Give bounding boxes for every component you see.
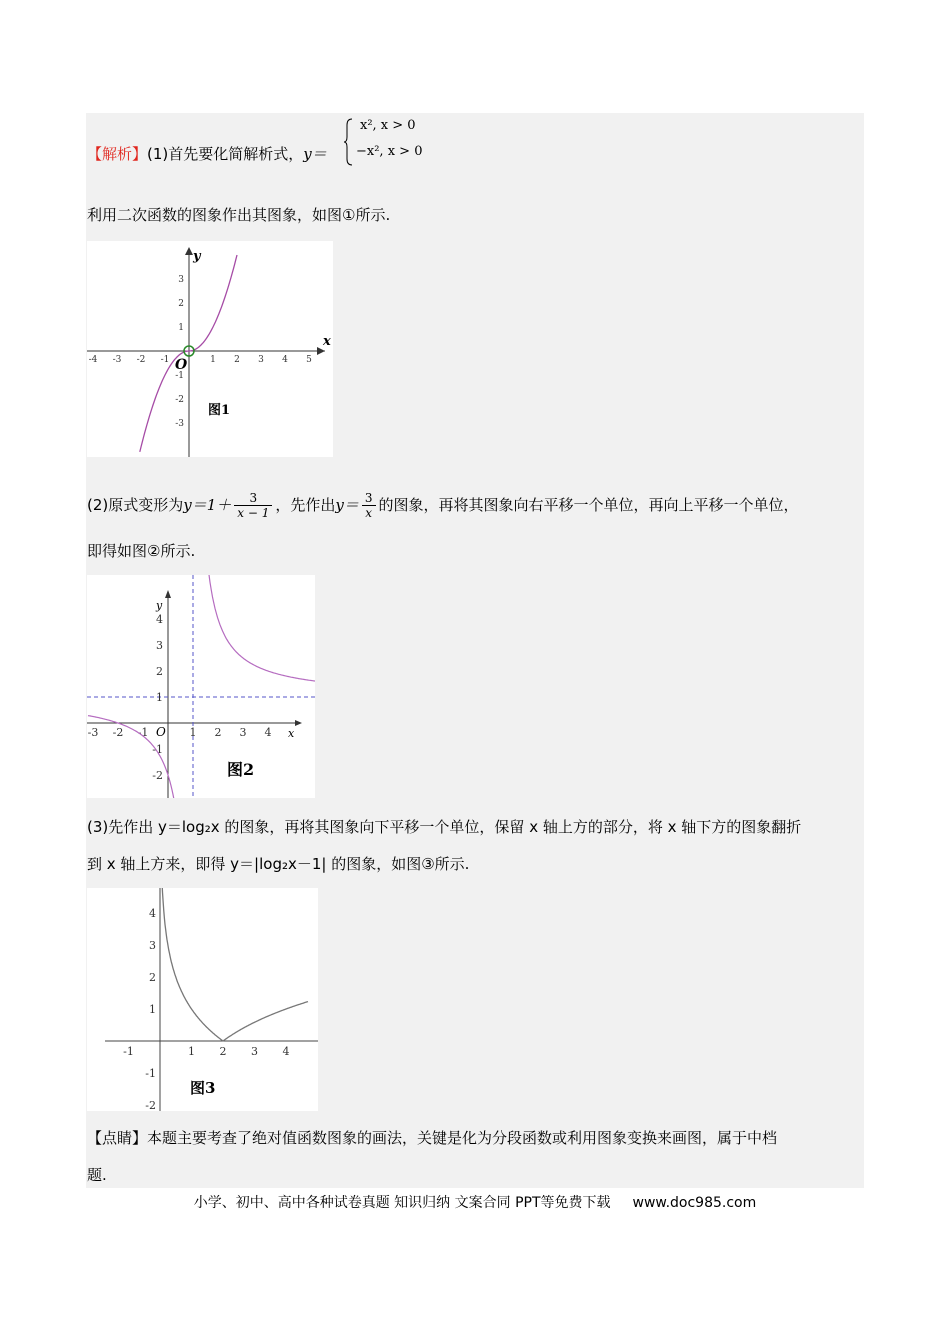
y-tick-label: -3	[175, 419, 184, 429]
comment-line1	[87, 1128, 777, 1148]
y-tick-label: -1	[152, 743, 163, 756]
y-tick-label: 3	[178, 275, 184, 285]
x-tick-label: 1	[210, 355, 216, 365]
y-tick-label: 2	[178, 299, 184, 309]
y-tick-label: 3	[149, 939, 156, 952]
analysis-bracket: 【解析】	[87, 145, 148, 163]
figure-2	[87, 575, 315, 798]
x-tick-label: 1	[188, 1045, 195, 1058]
x-tick-label: 4	[282, 1045, 290, 1058]
origin-label: O	[175, 357, 188, 373]
x-tick-label: -1	[160, 355, 170, 365]
y-tick-label: 4	[149, 907, 156, 920]
piecewise-brace	[343, 117, 355, 167]
y-axis-label: y	[193, 249, 201, 264]
x-tick-label: 3	[258, 355, 264, 365]
y-tick-label: -2	[175, 395, 184, 405]
abs-log-curve	[162, 888, 308, 1041]
solution-part3-line2: 到 x 轴上方来，即得 y＝|log₂x－1| 的图象，如图③所示.	[87, 855, 470, 873]
solution-part2-line2: 即得如图②所示.	[87, 542, 196, 560]
part2-pre: (2)原式变形为	[87, 496, 184, 514]
fraction-3-over-x: $\frac{3}{x}$	[362, 491, 376, 520]
solution-part1	[87, 144, 327, 164]
x-tick-label: 2	[234, 355, 240, 365]
x-tick-label: -2	[112, 726, 124, 739]
x-tick-label: -1	[123, 1045, 134, 1058]
figure-3	[87, 888, 318, 1111]
part2-mid: ，先作出	[275, 496, 336, 514]
x-tick-label: 4	[264, 726, 272, 739]
x-tick-label: 4	[282, 355, 288, 365]
y-tick-label: -1	[175, 371, 184, 381]
x-axis-label: x	[288, 727, 295, 740]
figure-1-caption: 图1	[208, 403, 231, 418]
x-tick-label: -3	[112, 355, 122, 365]
hyperbola-right-branch	[204, 575, 315, 681]
x-tick-label: -1	[137, 726, 149, 739]
y-tick-label: 3	[156, 639, 163, 652]
comment-line2: 题.	[87, 1166, 107, 1184]
y-tick-label: 1	[156, 691, 163, 704]
y-tick-label: 1	[178, 323, 184, 333]
piecewise-case1: x², x > 0	[360, 118, 416, 133]
y-tick-label: 2	[149, 971, 156, 984]
figure-1	[87, 241, 333, 457]
part2-post: 的图象，再将其图象向右平移一个单位，再向上平移一个单位，	[378, 496, 799, 514]
y-tick-label: -1	[145, 1067, 156, 1080]
figure-3-caption: 图3	[190, 1079, 216, 1097]
y-axis-arrow	[165, 590, 171, 598]
y-axis-label: y	[156, 599, 163, 612]
x-tick-label: 3	[251, 1045, 258, 1058]
y-axis-arrow	[185, 247, 193, 255]
x-tick-label: 5	[306, 355, 312, 365]
x-axis-label: x	[323, 334, 331, 349]
origin-label: O	[156, 725, 166, 739]
y-tick-label: -2	[152, 769, 163, 782]
piecewise-case2: −x², x > 0	[356, 144, 423, 159]
fraction-3-over-x-minus-1: $\frac{3}{x - 1}$	[234, 491, 272, 520]
footer-site: www.doc985.com	[632, 1195, 757, 1211]
x-axis-arrow	[295, 720, 302, 726]
x-tick-label: 3	[239, 726, 247, 739]
solution-line2: 利用二次函数的图象作出其图象，如图①所示.	[87, 206, 391, 224]
part1-text: (1)首先要化简解析式，	[147, 145, 304, 163]
part2-y1: y＝1＋	[183, 496, 232, 514]
y-tick-label: 1	[149, 1003, 156, 1016]
figure-2-caption: 图2	[227, 760, 255, 779]
solution-part2	[87, 491, 799, 520]
x-tick-label: -3	[87, 726, 99, 739]
page-footer	[0, 1192, 950, 1212]
x-tick-label: 2	[214, 726, 222, 739]
cubic-like-curve	[140, 255, 237, 452]
x-tick-label: -4	[88, 355, 98, 365]
x-tick-label: -2	[136, 355, 146, 365]
footer-text: 小学、初中、高中各种试卷真题 知识归纳 文案合同 PPT等免费下载	[193, 1195, 611, 1211]
part2-y2: y＝	[335, 496, 359, 514]
x-tick-label: 2	[219, 1045, 227, 1058]
solution-part3-line1: (3)先作出 y＝log₂x 的图象，再将其图象向下平移一个单位，保留 x 轴上方的部分，将 x 轴下方的图象翻折	[87, 818, 802, 836]
y-tick-label: 4	[156, 613, 163, 626]
y-tick-label: 2	[156, 665, 163, 678]
part1-y-eq: y＝	[303, 145, 327, 163]
comment-bracket: 【点睛】	[87, 1129, 148, 1147]
comment-text: 本题主要考查了绝对值函数图象的画法，关键是化为分段函数或利用图象变换来画图，属于中档	[147, 1129, 778, 1147]
x-tick-label: 1	[189, 726, 197, 739]
y-tick-label: -2	[145, 1099, 156, 1111]
